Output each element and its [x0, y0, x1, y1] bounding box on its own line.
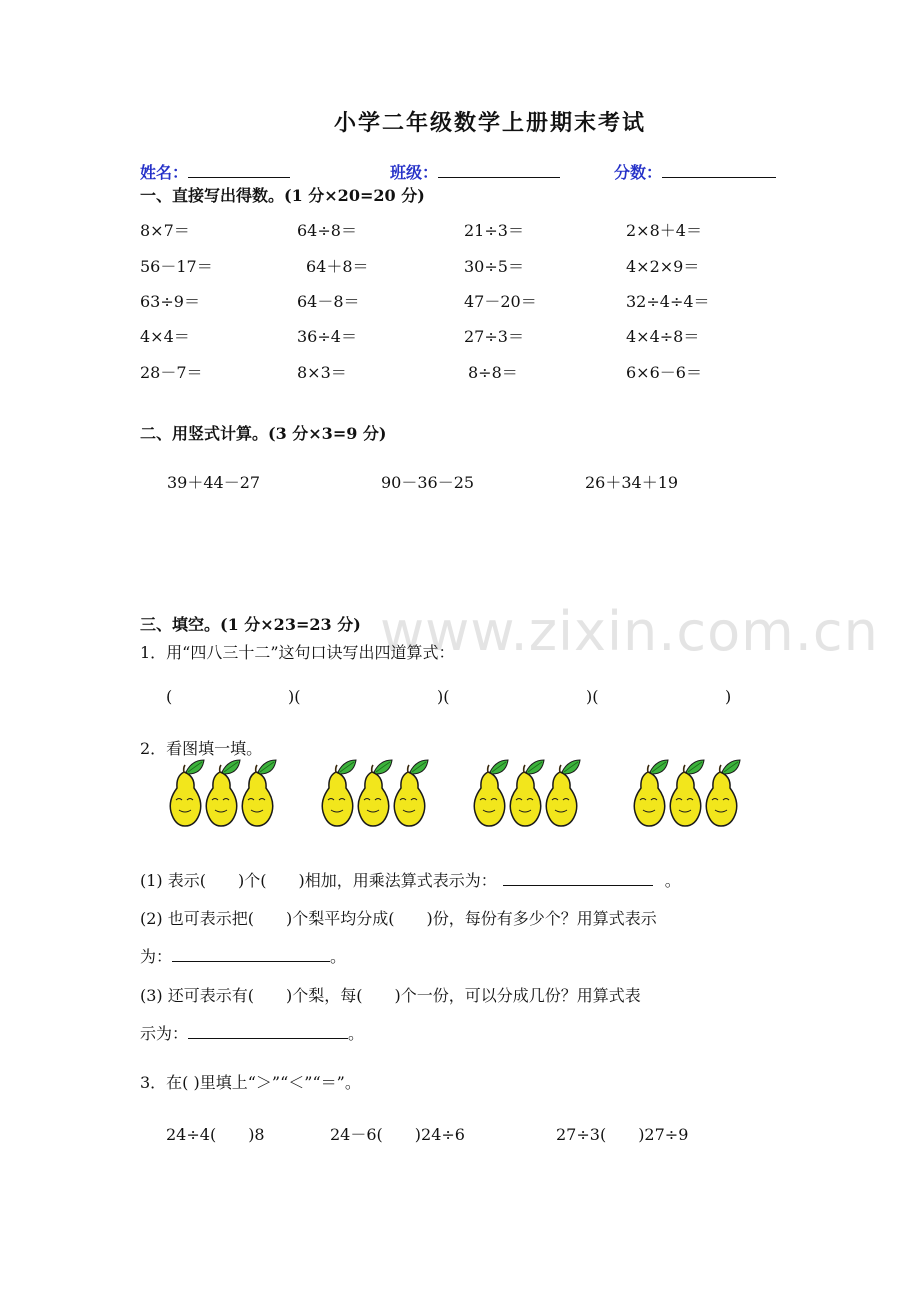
mental-math-item: 32÷4÷4＝ [626, 292, 710, 311]
mental-math-item: 8×3＝ [297, 363, 347, 382]
pear-icon [510, 760, 544, 826]
pear-icon [546, 760, 580, 826]
mental-math-item: 4×2×9＝ [626, 257, 700, 276]
compare-item[interactable]: 24÷4( )8 [166, 1125, 265, 1144]
q2-line2: (2) 也可表示把( )个梨平均分成( )份，每份有多少个？用算式表示 [140, 909, 657, 928]
pear-icon [670, 760, 704, 826]
mental-math-item: 2×8＋4＝ [626, 221, 702, 240]
watermark: www.zixin.com.cn [380, 600, 879, 663]
pear-group [470, 758, 582, 828]
score-field[interactable] [614, 160, 776, 183]
answer-paren[interactable]: )( [288, 687, 301, 706]
period: 。 [664, 871, 681, 890]
mental-math-item: 30÷5＝ [464, 257, 524, 276]
class-field[interactable] [390, 160, 560, 183]
mental-math-item: 47－20＝ [464, 292, 537, 311]
name-label: 姓名： [140, 163, 189, 182]
pear-icon [170, 760, 204, 826]
mental-math-item: 8÷8＝ [468, 363, 518, 382]
mental-math-item: 21÷3＝ [464, 221, 524, 240]
answer-paren[interactable]: )( [586, 687, 599, 706]
pear-icon [322, 760, 356, 826]
section1-heading: 一、直接写出得数。(1 分×20=20 分) [140, 186, 425, 205]
vertical-calc-problem: 39＋44－27 [167, 473, 261, 492]
question3-text: 3．在( )里填上“＞”“＜”“＝”。 [140, 1073, 361, 1092]
answer-blank[interactable] [503, 871, 653, 886]
q2-line2b [140, 944, 346, 967]
answer-paren[interactable]: ) [725, 687, 732, 706]
answer-paren[interactable]: )( [437, 687, 450, 706]
pear-icon [242, 760, 276, 826]
vertical-calc-problem: 26＋34＋19 [585, 473, 679, 492]
name-field[interactable] [140, 160, 290, 183]
pear-group [318, 758, 430, 828]
pear-group [630, 758, 742, 828]
mental-math-item: 4×4÷8＝ [626, 327, 700, 346]
period: 。 [348, 1024, 365, 1043]
mental-math-item: 27÷3＝ [464, 327, 524, 346]
pear-group [166, 758, 278, 828]
mental-math-item: 56－17＝ [140, 257, 213, 276]
q2-line3b-text: 示为： [140, 1024, 189, 1043]
mental-math-item: 64÷8＝ [297, 221, 357, 240]
period: 。 [330, 947, 347, 966]
q2-line3b [140, 1021, 364, 1044]
answer-blank[interactable] [172, 947, 330, 962]
mental-math-item: 36÷4＝ [297, 327, 357, 346]
q2-line1 [140, 868, 681, 891]
pear-icon [634, 760, 668, 826]
q2-line2b-text: 为： [140, 947, 173, 966]
q2-line1-text: (1) 表示( )个( )相加，用乘法算式表示为： [140, 871, 497, 890]
vertical-calc-problem: 90－36－25 [381, 473, 475, 492]
pear-icon [394, 760, 428, 826]
class-label: 班级： [390, 163, 439, 182]
pear-icon [706, 760, 740, 826]
pear-icon [206, 760, 240, 826]
score-label: 分数： [614, 163, 663, 182]
mental-math-item: 8×7＝ [140, 221, 190, 240]
mental-math-item: 6×6－6＝ [626, 363, 702, 382]
answer-blank[interactable] [188, 1024, 348, 1039]
mental-math-item: 4×4＝ [140, 327, 190, 346]
question2-text: 2．看图填一填。 [140, 739, 263, 758]
page-title: 小学二年级数学上册期末考试 [333, 110, 646, 136]
mental-math-item: 64＋8＝ [306, 257, 369, 276]
compare-item[interactable]: 27÷3( )27÷9 [556, 1125, 689, 1144]
q2-line3: (3) 还可表示有( )个梨，每( )个一份，可以分成几份？用算式表 [140, 986, 641, 1005]
score-blank[interactable] [662, 163, 776, 178]
answer-paren[interactable]: ( [166, 687, 173, 706]
mental-math-item: 63÷9＝ [140, 292, 200, 311]
name-blank[interactable] [188, 163, 290, 178]
pear-icon [358, 760, 392, 826]
compare-item[interactable]: 24－6( )24÷6 [330, 1125, 465, 1144]
class-blank[interactable] [438, 163, 560, 178]
question1-text: 1．用“四八三十二”这句口诀写出四道算式： [140, 643, 455, 662]
mental-math-item: 64－8＝ [297, 292, 360, 311]
mental-math-item: 28－7＝ [140, 363, 203, 382]
section3-heading: 三、填空。(1 分×23=23 分) [140, 615, 361, 634]
section2-heading: 二、用竖式计算。(3 分×3=9 分) [140, 424, 387, 443]
pear-icon [474, 760, 508, 826]
